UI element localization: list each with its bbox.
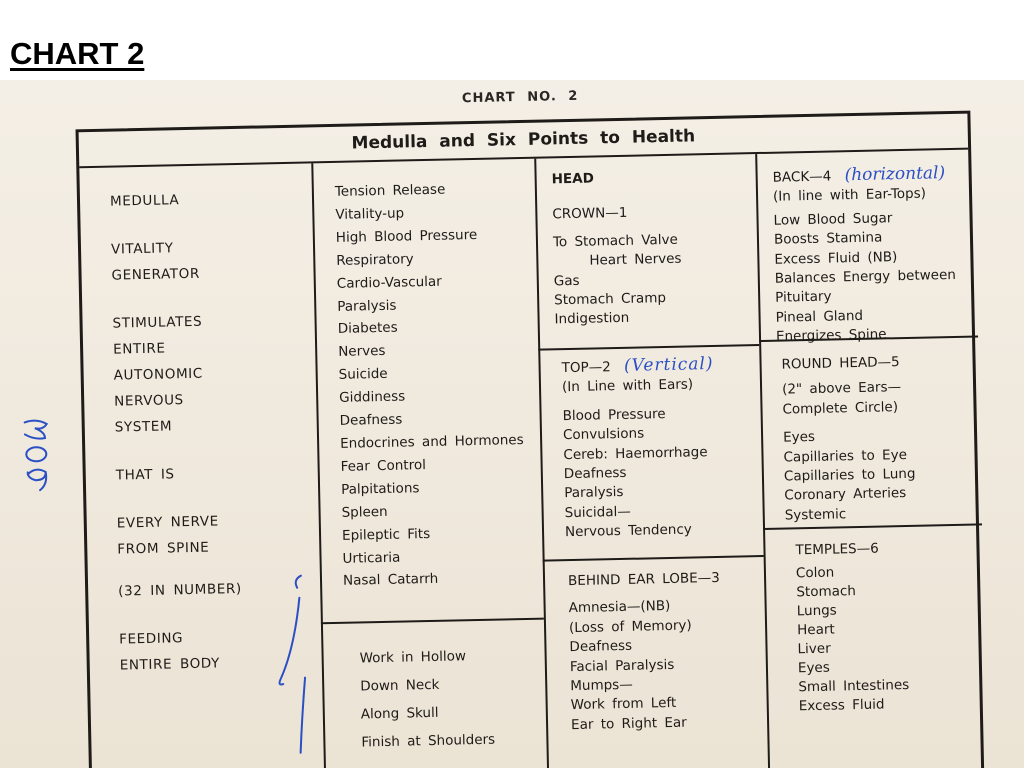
top-line: Deafness [563,464,627,483]
temples-heading: TEMPLES—6 [795,540,879,559]
top-cell [561,355,717,543]
condition-item: Respiratory [336,250,414,269]
medulla-line: STIMULATES [112,313,203,332]
medulla-line: VITALITY [110,240,174,258]
scanned-page [0,80,1024,768]
crown-line: Gas [553,272,580,289]
top-line: (In Line with Ears) [561,376,694,396]
medulla-line: SYSTEM [114,418,173,436]
behind-ear-line: (Loss of Memory) [568,617,692,636]
condition-item: Cardio-Vascular [336,273,442,292]
behind-ear-line: Ear to Right Ear [570,714,687,733]
round-head-line: Capillaries to Eye [783,446,908,466]
head-heading: HEAD [551,170,595,188]
technique-line: Along Skull [360,704,439,723]
back-line: (In line with Ear-Tops) [772,185,927,206]
temples-line: Colon [795,564,835,582]
slide-title: CHART 2 [10,36,145,71]
medulla-line: FEEDING [119,630,184,648]
medulla-line: EVERY NERVE [116,513,219,532]
crown-heading: CROWN—1 [552,205,628,223]
condition-item: Palpitations [340,479,420,498]
condition-item: Fear Control [340,456,427,475]
temples-line: Heart [796,621,835,639]
condition-item: Deafness [339,411,403,429]
behind-ear-line: Amnesia—(NB) [568,598,671,617]
medulla-line: AUTONOMIC [113,365,204,384]
divider-col3 [755,154,770,768]
condition-item: Paralysis [337,297,397,315]
divider-col2 [534,159,549,768]
back-cell [772,164,957,347]
round-head-line: Complete Circle) [782,398,899,418]
medulla-line: ENTIRE BODY [119,655,221,674]
condition-item: Endocrines and Hormones [339,431,524,452]
technique-line: Down Neck [360,676,440,695]
round-head-cell [781,353,916,526]
temples-line: Liver [797,640,831,658]
round-head-line: Eyes [782,429,816,446]
condition-item: Spleen [341,503,388,521]
temples-line: Lungs [796,602,837,620]
round-head-line: Capillaries to Lung [783,465,916,485]
crown-line: Indigestion [554,310,630,328]
behind-ear-line: Work from Left [570,695,677,714]
temples-line: Small Intestines [798,676,910,696]
top-line: Blood Pressure [562,405,666,424]
temples-line: Excess Fluid [798,696,885,715]
chart-table [76,111,985,768]
behind-ear-line: Facial Paralysis [569,656,675,675]
behind-ear-cell [568,569,723,735]
top-line: Paralysis [564,484,624,502]
medulla-line: ENTIRE [112,340,166,358]
technique-line: Finish at Shoulders [361,731,496,751]
medulla-line: NERVOUS [114,392,184,410]
medulla-line: FROM SPINE [117,539,210,558]
top-line: Nervous Tendency [564,521,692,541]
top-line: Suicidal— [564,503,631,521]
condition-item: Tension Release [334,181,446,200]
conditions-column [335,177,527,593]
chart-number-label: CHART NO. 2 [461,88,579,107]
medulla-line: THAT IS [115,466,175,484]
round-head-line: Coronary Arteries [784,485,907,504]
table-title: Medulla and Six Points to Health [79,114,969,169]
temples-line: Eyes [797,659,830,677]
divider-col2-footer [321,618,544,625]
scanned-chart-image [0,80,1024,768]
head-crown-cell [551,168,682,330]
back-line: Pineal Gland [775,307,864,326]
crown-line: Heart Nerves [589,250,682,269]
crown-line: To Stomach Valve [552,231,678,251]
condition-item: Vitality-up [335,205,405,223]
round-head-line: (2" above Ears— [781,379,902,398]
divider-top-behind [543,555,764,562]
pen-bracket-mark [263,567,317,758]
condition-item: High Blood Pressure [335,226,478,246]
condition-item: Epileptic Fits [341,525,431,544]
round-head-heading: ROUND HEAD—5 [781,354,900,373]
condition-item: Nerves [338,343,386,361]
back-line: Energizes Spine [775,326,887,345]
back-handwritten-note: (horizontal) [844,163,946,186]
medulla-column [110,189,244,675]
top-handwritten-note: (Vertical) [623,354,714,376]
back-heading: BACK—4 [772,168,832,186]
back-line: Low Blood Sugar [773,210,893,229]
back-line: Boosts Stamina [773,229,883,248]
top-line: Cereb: Haemorrhage [563,443,708,463]
behind-ear-line: Deafness [569,637,633,656]
top-line: Convulsions [562,425,645,444]
technique-line: Work in Hollow [359,648,467,667]
medulla-line: (32 IN NUMBER) [118,580,242,600]
condition-item: Diabetes [337,320,398,338]
temples-line: Stomach [796,583,857,601]
top-heading: TOP—2 [561,359,611,377]
medulla-line: MEDULLA [109,192,180,210]
round-head-line: Systemic [784,506,847,524]
condition-item: Urticaria [342,549,401,567]
behind-ear-line: Mumps— [570,676,633,695]
condition-item: Giddiness [339,388,406,407]
crown-line: Stomach Cramp [554,290,667,309]
medulla-line: GENERATOR [111,265,201,284]
back-line: Excess Fluid (NB) [774,248,898,268]
condition-item: Nasal Catarrh [342,571,439,590]
condition-item: Suicide [338,366,388,384]
behind-ear-heading: BEHIND EAR LOBE—3 [567,569,720,590]
divider-head-top [538,344,759,351]
temples-cell [795,539,910,716]
back-line: Balances Energy between [774,266,957,287]
margin-note-309 [19,416,57,495]
back-line: Pituitary [775,288,832,307]
technique-notes [359,642,495,757]
